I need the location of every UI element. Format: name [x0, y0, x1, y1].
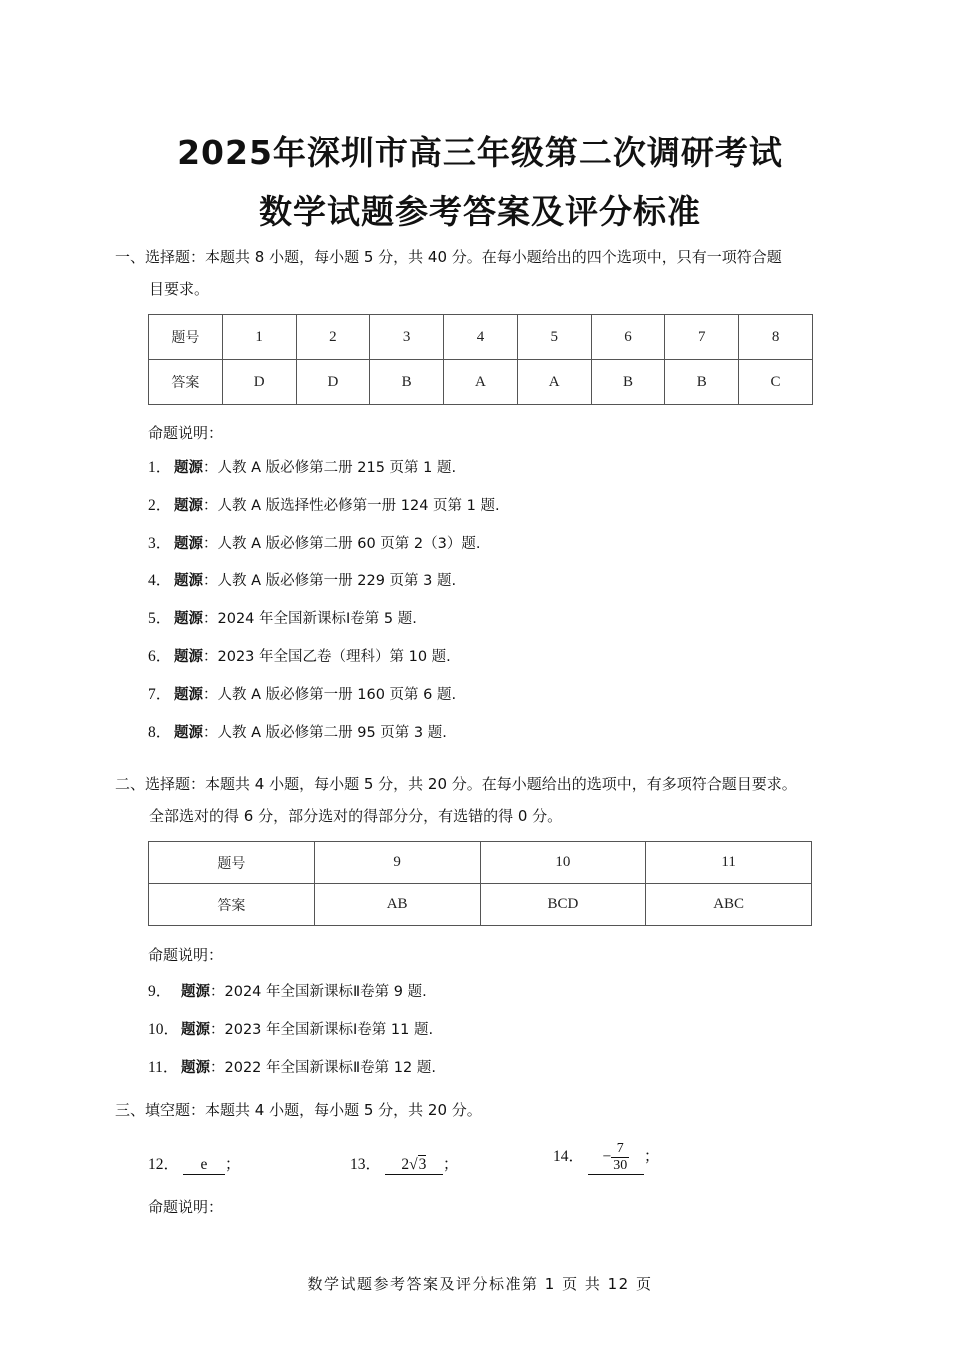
- note-source-label: 题源: [174, 573, 203, 590]
- list-item: [148, 494, 500, 532]
- note-source-label: 题源: [181, 984, 210, 1000]
- table-header-cell: 题号: [149, 842, 315, 884]
- fraction-numerator: 7: [611, 1141, 629, 1158]
- separator: ；: [224, 1156, 241, 1173]
- list-item: [148, 456, 500, 494]
- note-number: 1．: [148, 459, 172, 476]
- fraction-denominator: 30: [613, 1157, 628, 1173]
- answer-13: [350, 1152, 458, 1175]
- table-row-numbers: [149, 842, 812, 884]
- note-text: ：2023 年全国新课标Ⅰ卷第 11 题.: [210, 1021, 434, 1038]
- section1-heading-line1: 一、选择题：本题共 8 小题，每小题 5 分，共 40 分。在每小题给出的四个选项中，只有一项符合题: [115, 248, 782, 266]
- answer-blank: e: [183, 1156, 225, 1175]
- notes-heading-1: 命题说明：: [148, 424, 224, 442]
- separator: ；: [643, 1148, 660, 1165]
- answer-blank: [588, 1140, 644, 1175]
- section2-heading-line1: 二、选择题：本题共 4 小题，每小题 5 分，共 20 分。在每小题给出的选项中，有多项符合题目要求。: [115, 775, 797, 793]
- answer-cell: A: [444, 360, 518, 405]
- notes-heading-3: 命题说明：: [148, 1198, 224, 1216]
- answer-cell: D: [296, 360, 370, 405]
- document-title-line2: 数学试题参考答案及评分标准: [259, 192, 701, 231]
- fill-in-answers: [148, 1140, 848, 1190]
- answer-blank: [385, 1156, 443, 1175]
- section2-heading: [115, 768, 855, 832]
- note-number: 4．: [148, 572, 172, 590]
- note-source-label: 题源: [174, 460, 203, 476]
- note-text: ：2024 年全国新课标Ⅱ卷第 9 题.: [210, 984, 427, 1000]
- note-source-label: 题源: [174, 724, 203, 741]
- note-text: ：人教 A 版选择性必修第一册 124 页第 1 题.: [203, 497, 500, 514]
- note-source-label: 题源: [181, 1059, 210, 1076]
- list-item: [148, 721, 500, 759]
- table-header-cell: 答案: [149, 360, 223, 405]
- section1-heading: [115, 241, 855, 305]
- question-number-cell: 11: [646, 842, 812, 884]
- separator: ；: [442, 1156, 459, 1173]
- table-row-answers: [149, 360, 813, 405]
- note-number: 10．: [148, 1020, 180, 1038]
- note-number: 11．: [148, 1058, 179, 1076]
- list-item: [148, 1018, 436, 1056]
- note-text: ：2023 年全国乙卷（理科）第 10 题.: [203, 648, 451, 665]
- question-number-cell: 1: [222, 315, 296, 360]
- note-text: ：2022 年全国新课标Ⅱ卷第 12 题.: [210, 1059, 436, 1076]
- note-source-label: 题源: [174, 535, 203, 552]
- note-source-label: 题源: [174, 497, 203, 514]
- notes-list-2: [148, 980, 436, 1093]
- answer-cell: BCD: [480, 884, 646, 926]
- question-number: 14．: [553, 1148, 585, 1165]
- note-number: 6．: [148, 647, 172, 665]
- minus-sign: −: [602, 1148, 612, 1165]
- notes-heading-2: 命题说明：: [148, 946, 224, 964]
- answer-cell: AB: [314, 884, 480, 926]
- table-header-cell: 题号: [149, 315, 223, 360]
- sqrt-coefficient: 2: [401, 1156, 410, 1173]
- sqrt-radicand: 3: [418, 1156, 427, 1173]
- note-text: ：人教 A 版必修第二册 95 页第 3 题.: [203, 724, 447, 741]
- table-row-numbers: [149, 315, 813, 360]
- list-item: [148, 980, 436, 1018]
- section1-heading-line2: 目要求。: [149, 280, 210, 298]
- document-title-line1: 2025年深圳市高三年级第二次调研考试: [177, 133, 783, 172]
- table-header-cell: 答案: [149, 884, 315, 926]
- answer-table-1: [148, 314, 813, 405]
- note-text: ：2024 年全国新课标Ⅰ卷第 5 题.: [203, 611, 417, 628]
- question-number-cell: 5: [517, 315, 591, 360]
- note-source-label: 题源: [174, 648, 203, 665]
- page-footer: 数学试题参考答案及评分标准第 1 页 共 12 页: [307, 1275, 653, 1293]
- question-number: 13．: [350, 1156, 382, 1173]
- note-number: 5．: [148, 610, 172, 628]
- answer-cell: B: [591, 360, 665, 405]
- fraction: [611, 1141, 629, 1174]
- notes-list-1: [148, 456, 500, 758]
- answer-cell: ABC: [646, 884, 812, 926]
- list-item: [148, 1056, 436, 1094]
- list-item: [148, 607, 500, 645]
- question-number-cell: 2: [296, 315, 370, 360]
- question-number-cell: 7: [665, 315, 739, 360]
- answer-cell: B: [370, 360, 444, 405]
- note-number: 8．: [148, 723, 172, 741]
- answer-cell: C: [739, 360, 813, 405]
- note-number: 2．: [148, 496, 172, 514]
- question-number-cell: 10: [480, 842, 646, 884]
- section3-heading: 三、填空题：本题共 4 小题，每小题 5 分，共 20 分。: [115, 1101, 482, 1119]
- answer-cell: A: [517, 360, 591, 405]
- answer-12: [148, 1152, 240, 1175]
- question-number-cell: 3: [370, 315, 444, 360]
- section2-heading-line2: 全部选对的得 6 分，部分选对的得部分分，有选错的得 0 分。: [149, 807, 563, 825]
- table-row-answers: [149, 884, 812, 926]
- note-source-label: 题源: [181, 1021, 210, 1038]
- question-number-cell: 9: [314, 842, 480, 884]
- note-text: ：人教 A 版必修第二册 60 页第 2（3）题.: [203, 535, 481, 552]
- question-number: 12．: [148, 1156, 180, 1173]
- sqrt-sign: √: [409, 1156, 418, 1173]
- note-text: ：人教 A 版必修第二册 215 页第 1 题.: [203, 460, 457, 476]
- note-text: ：人教 A 版必修第一册 229 页第 3 题.: [203, 573, 457, 590]
- answer-table-2: [148, 841, 812, 926]
- note-number: 7．: [148, 685, 172, 703]
- question-number-cell: 8: [739, 315, 813, 360]
- question-number-cell: 4: [444, 315, 518, 360]
- question-number-cell: 6: [591, 315, 665, 360]
- list-item: [148, 645, 500, 683]
- answer-14: [553, 1140, 659, 1175]
- note-source-label: 题源: [174, 611, 203, 628]
- note-source-label: 题源: [174, 686, 203, 703]
- note-number: 3．: [148, 534, 172, 552]
- note-number: 9．: [148, 983, 172, 1000]
- list-item: [148, 683, 500, 721]
- list-item: [148, 569, 500, 607]
- answer-cell: D: [222, 360, 296, 405]
- list-item: [148, 532, 500, 570]
- note-text: ：人教 A 版必修第一册 160 页第 6 题.: [203, 686, 457, 703]
- answer-cell: B: [665, 360, 739, 405]
